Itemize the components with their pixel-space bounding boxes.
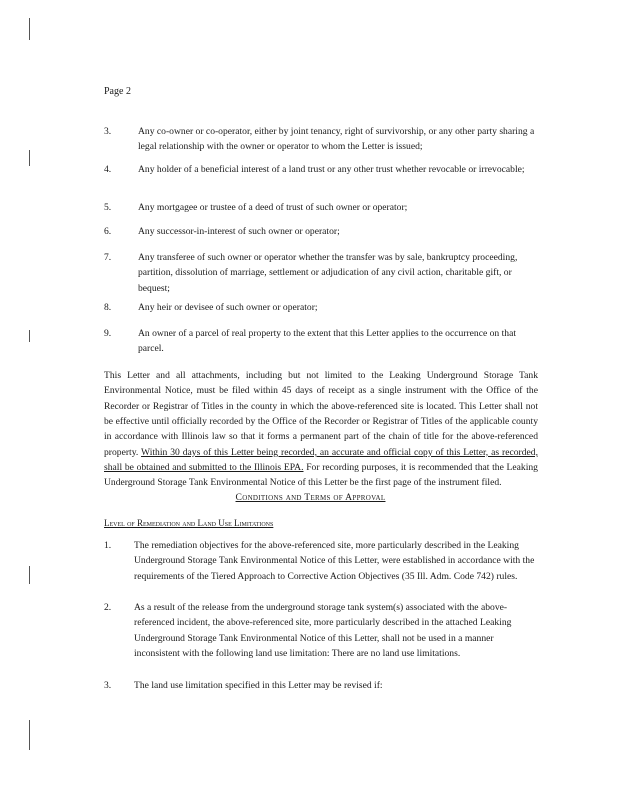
list-item-number: 6. <box>104 226 112 237</box>
page-number: Page 2 <box>104 86 131 97</box>
list-item-number: 4. <box>104 164 112 175</box>
condition-number: 3. <box>104 680 112 691</box>
scan-mark <box>29 566 30 584</box>
list-item-number: 8. <box>104 302 112 313</box>
list-item-text: Any holder of a beneficial interest of a land trust or any other trust whether revocable or irrevocable; <box>138 164 525 175</box>
condition-text: The remediation objectives for the above-referenced site, more particularly described in the Leaking Underground Storage Tank Environmental Notice of this Letter, were established in accordance with the requirements of the Tiered Approach to Corrective Action Objectives (35 Ill. Adm. Code 742) rules. <box>134 540 535 582</box>
list-item-text: Any heir or devisee of such owner or operator; <box>138 302 318 313</box>
list-item-number: 9. <box>104 328 112 339</box>
list-item-text: An owner of a parcel of real property to the extent that this Letter applies to the occurrence on that parcel. <box>138 328 517 355</box>
condition-text: As a result of the release from the underground storage tank system(s) associated with the above-referenced incident, the above-referenced site, more particularly described in the attached Leaking Underground Storage Tank Environmental Notice of this Letter, shall not be used in a manner inconsistent with the following land use limitation: There are no land use limitations. <box>134 602 512 660</box>
list-item-text: Any successor-in-interest of such owner or operator; <box>138 226 340 237</box>
scan-mark <box>29 150 30 166</box>
condition-number: 2. <box>104 602 112 613</box>
list-item-text: Any co-owner or co-operator, either by joint tenancy, right of survivorship, or any other party sharing a legal relationship with the owner or operator to whom the Letter is issued; <box>138 126 535 153</box>
list-item-number: 7. <box>104 252 112 263</box>
condition-number: 1. <box>104 540 112 551</box>
condition-text: The land use limitation specified in this Letter may be revised if: <box>134 680 383 691</box>
list-item-number: 3. <box>104 126 112 137</box>
sub-heading: Level of Remediation and Land Use Limitations <box>104 518 274 528</box>
recording-paragraph <box>104 368 538 491</box>
list-item-text: Any mortgagee or trustee of a deed of trust of such owner or operator; <box>138 202 408 213</box>
section-heading: Conditions and Terms of Approval <box>235 492 386 503</box>
scan-mark <box>29 330 30 342</box>
list-item-text: Any transferee of such owner or operator whether the transfer was by sale, bankruptcy proceeding, partition, dissolution of marriage, settlement or adjudication of any civil action, charitable gift, or bequest; <box>138 252 518 294</box>
list-item-number: 5. <box>104 202 112 213</box>
paragraph-underlined-text: Within 30 days of this Letter being recorded, an accurate and official copy of this Letter, as recorded, shall be obtained and submitted to the Illinois EPA. <box>104 446 538 474</box>
paragraph-text: This Letter and all attachments, including but not limited to the Leaking Underground Storage Tank Environmental Notice, must be filed within 45 days of receipt as a single instrument with the Office of the Recorder or Registrar of Titles in the county in which the above-referenced site is located. This Letter shall not be effective until officially recorded by the Office of the Recorder or Registrar of Titles of the applicable county in accordance with Illinois law so that it forms a permanent part of the chain of title for the above-referenced property. <box>104 370 538 458</box>
scan-mark <box>29 720 30 750</box>
scan-mark <box>29 18 30 40</box>
paragraph-text: For recording purposes, it is recommended that the Leaking Underground Storage Tank Environmental Notice of this Letter be the first page of the instrument filed. <box>104 462 538 489</box>
